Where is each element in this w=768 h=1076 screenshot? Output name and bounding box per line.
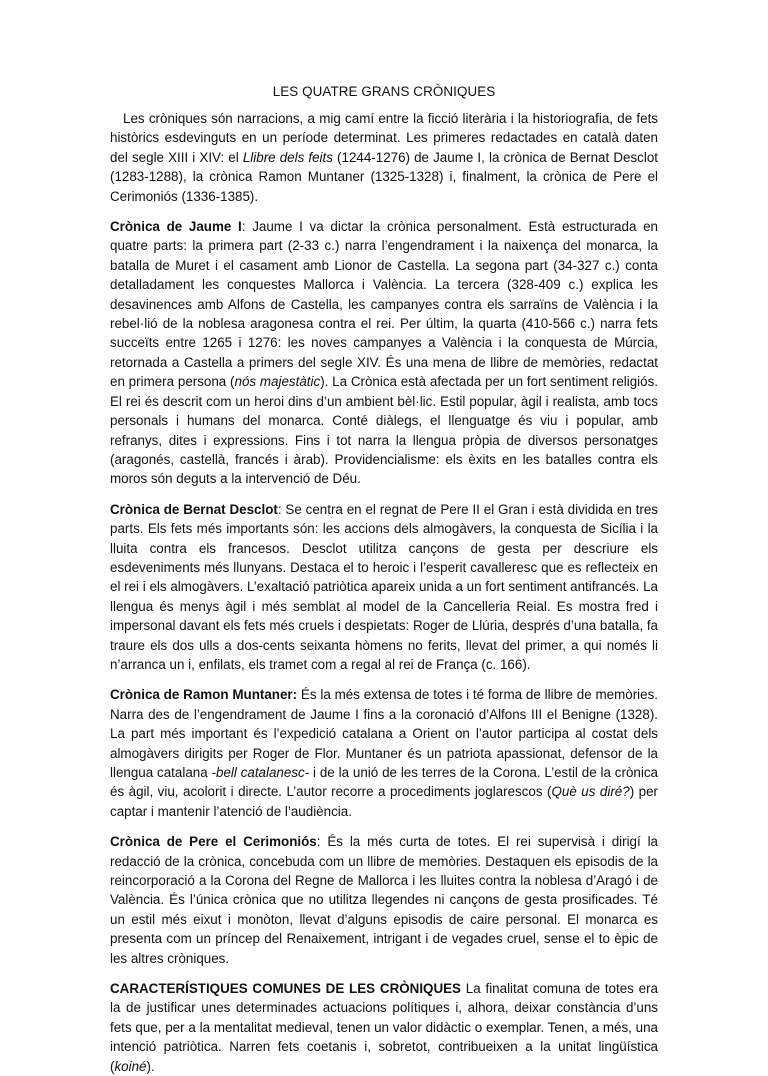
comunes-text-2: ). (146, 1058, 155, 1074)
muntaner-italic-2: Què us diré? (551, 784, 630, 800)
muntaner-text-3: ) per captar i mantenir l’atenció de l’audiència. (110, 784, 658, 819)
muntaner-heading: Crònica de Ramon Muntaner: (110, 687, 298, 703)
intro-text-2: (1244-1276) de Jaume I, la crònica de Bernat Desclot (1283-1288), la crònica Ramon Muntaner (1325-1328) i, finalment, la crònica de Pere el Cerimoniós (1336-1385). (110, 149, 658, 204)
comunes-heading: CARACTERÍSTIQUES COMUNES DE LES CRÒNIQUES (110, 981, 461, 997)
desclot-paragraph (110, 500, 658, 675)
jaume-heading: Crònica de Jaume I (110, 219, 242, 235)
muntaner-text-1: És la més extensa de totes i té forma de llibre de memòries. Narra des de l’engendrament de Jaume I fins a la coronació d’Alfons III el Benigne (1328). La part més important és l’expedició catalana a Orient on l’autor participa al costat dels almogàvers dirigits per Roger de Flor. Muntaner és un patriota apassionat, defensor de la llengua catalana (110, 687, 658, 780)
intro-paragraph (110, 109, 658, 206)
pere-paragraph (110, 832, 658, 968)
muntaner-paragraph (110, 685, 658, 821)
muntaner-text-2: i de la unió de les terres de la Corona. L’estil de la crònica és àgil, viu, acolorit i directe. L’autor recorre a procediments joglarescos ( (110, 765, 658, 800)
pere-text: : És la més curta de totes. El rei supervisà i dirigí la redacció de la crònica, concebuda com un llibre de memòries. Destaquen els episodis de la reincorporació a la Corona del Regne de Mallorca i les lluites contra la noblesa d’Aragó i de València. És l’única crònica que no utilitza llegendes ni cançons de gesta prosificades. Té un estil més eixut i monòton, llevat d’alguns episodis de caire personal. El monarca es presenta com un príncep del Renaixement, intrigant i de vegades cruel, sense el to èpic de les altres cròniques. (110, 834, 658, 966)
jaume-text-2: ). La Crònica està afectada per un fort sentiment religiós. El rei és descrit com un heroi dins d’un ambient bèl·lic. Estil popular, àgil i realista, amb tocs personals i humans del monarca. Conté diàlegs, el llenguatge és viu i popular, amb refranys, dites i expressions. Fins i tot narra la llengua pròpia de diversos personatges (aragonés, castellà, francés i àrab). Providencialisme: els èxits en les batalles contra els moros són deguts a la intervenció de Déu. (110, 374, 658, 487)
jaume-paragraph (110, 217, 658, 489)
muntaner-italic-1: -bell catalanesc- (211, 765, 310, 780)
intro-text-1: Les cròniques són narracions, a mig camí entre la ficció literària i la historiografia, de fets històrics esdevinguts en un període determinat. Les primeres redactades en català daten del segle XIII i XIV: el (110, 111, 658, 165)
document-title: LES QUATRE GRANS CRÒNIQUES (272, 84, 496, 99)
jaume-italic: nós majestàtic (234, 374, 321, 390)
pere-heading: Crònica de Pere el Cerimoniós (110, 834, 317, 850)
comunes-text-1: La finalitat comuna de totes era la de justificar unes determinades actuacions polítiques i, alhora, deixar constància d’uns fets que, per a la mentalitat medieval, tenen un valor didàctic o exemplar. Tenen, a més, una intenció patriòtica. Narren fets coetanis i, sobretot, contribueixen a la unitat lingüística ( (110, 981, 659, 1074)
desclot-text: : Se centra en el regnat de Pere II el Gran i està dividida en tres parts. Els fets més importants són: les accions dels almogàvers, la conquesta de Sicília i la lluita contra els francesos. Desclot utilitza cançons de gesta per descriure els esdeveniments més llunyans. Destaca el to heroic i l’esperit cavalleresc que es reflecteix en el rei i els almogàvers. L’exaltació patriòtica apareix unida a un fort sentiment antifrancés. La llengua és menys àgil i més semblat al model de la Cancelleria Reial. Es mostra fred i impersonal davant els fets més cruels i despietats: Roger de Llúria, després d’una batalla, fa traure els dos ulls a dos-cents seixanta hòmens no ferits, llevat del primer, a qui només li n’arranca un i, enfilats, els tramet com a regal al rei de França (c. 166). (110, 501, 658, 672)
comunes-italic: koiné (114, 1058, 147, 1074)
jaume-text-1: : Jaume I va dictar la crònica personalment. Està estructurada en quatre parts: la primera part (2-33 c.) narra l’engendrament i la naixença del monarca, la batalla de Muret i el casament amb Lionor de Castella. La segona part (34-327 c.) conta detalladament les conquestes Mallorca i València. La tercera (328-409 c.) explica les desavinences amb Alfons de Castella, les campanyes contra els sarraïns de València i la rebel·lió de la noblesa aragonesa contra el rei. Per últim, la quarta (410-566 c.) narra fets succeïts entre 1265 i 1276: les noves campanyes a València i la conquesta de Múrcia, retornada a Castella a primers del segle XIV. És una mena de llibre de memòries, redactat en primera persona ( (110, 219, 658, 390)
comunes-paragraph (110, 979, 658, 1076)
intro-book-title: Llibre dels feits (242, 149, 333, 165)
desclot-heading: Crònica de Bernat Desclot (110, 501, 278, 517)
